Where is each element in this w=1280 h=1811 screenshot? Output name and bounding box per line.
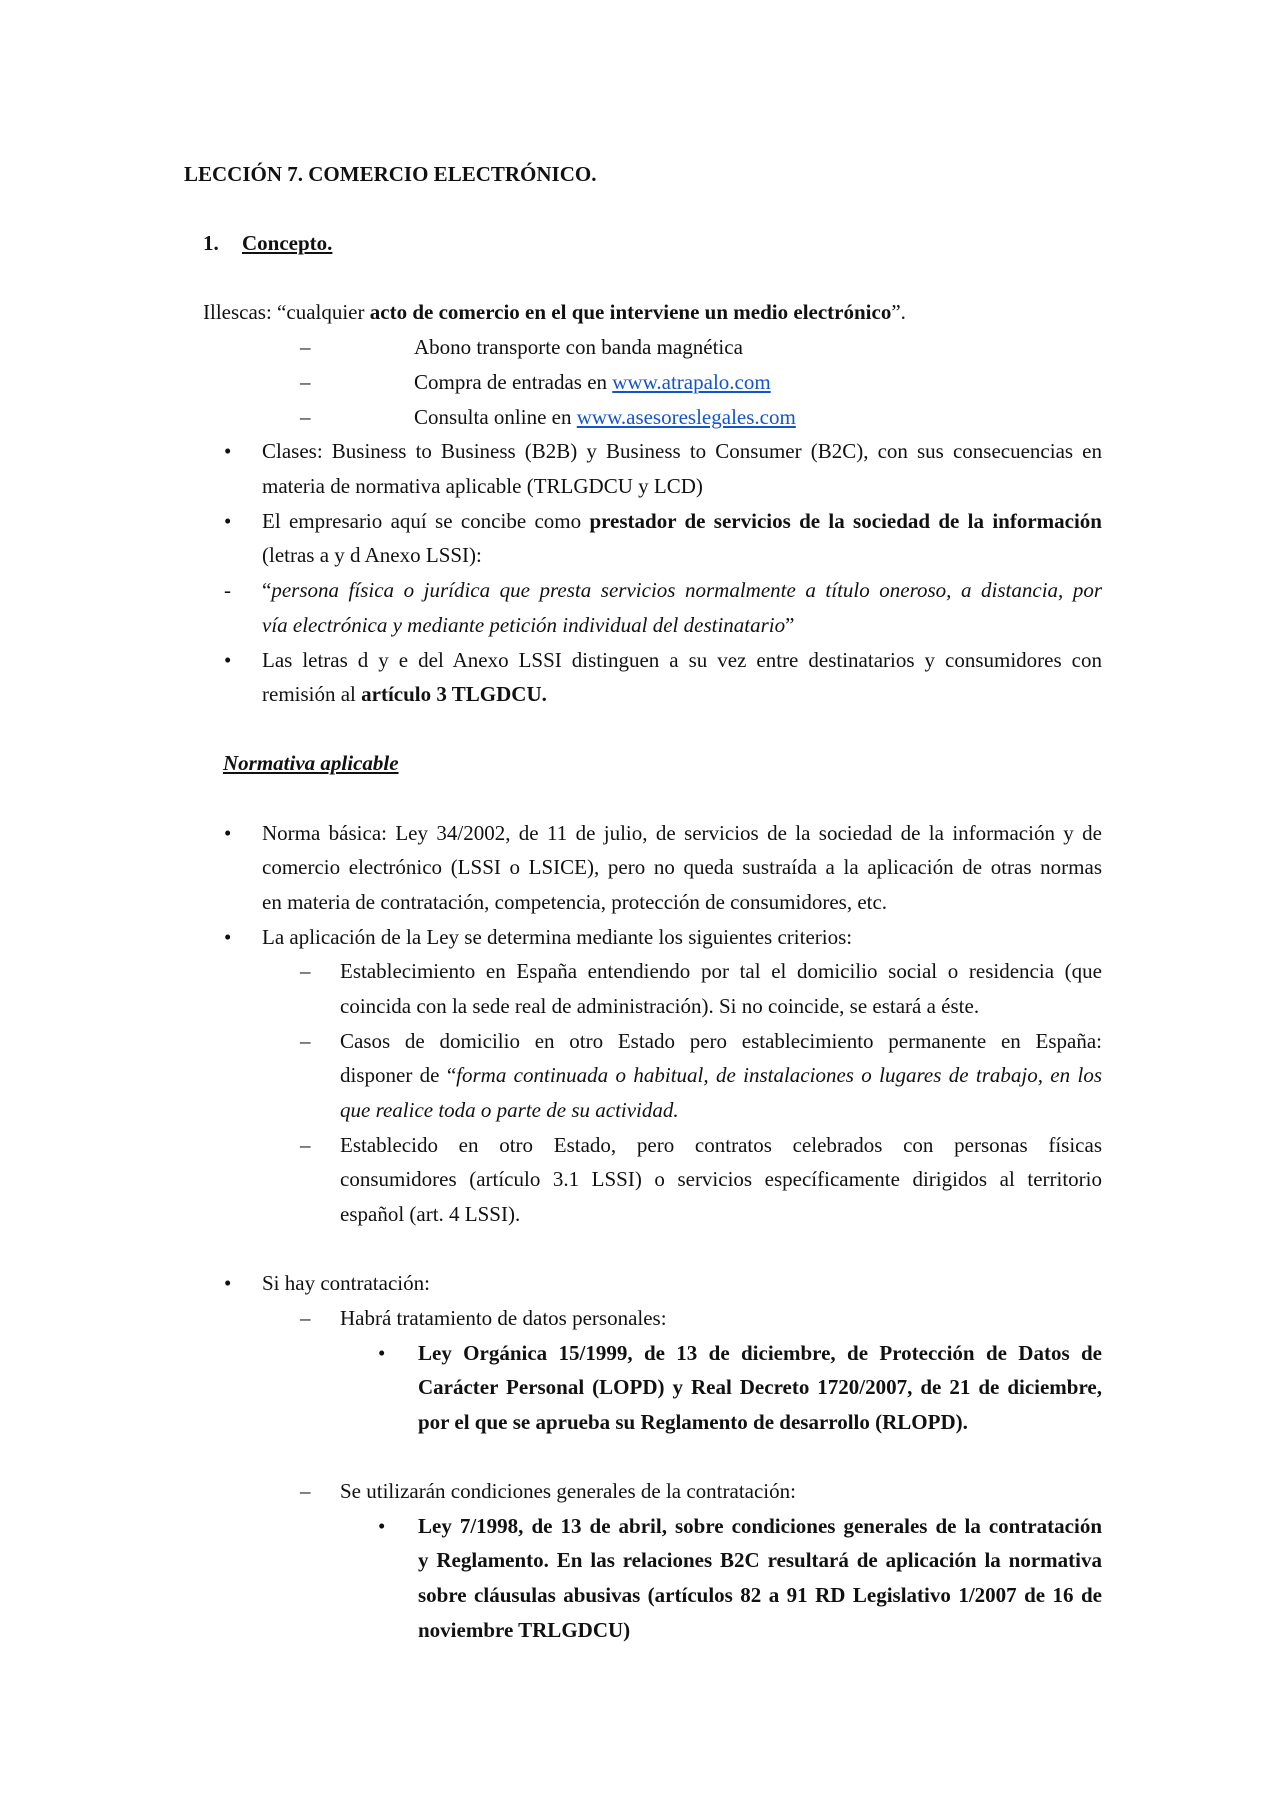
illescas-bold: acto de comercio en el que interviene un medio electrónico bbox=[369, 300, 892, 324]
bullet-marker: • bbox=[224, 439, 232, 463]
empresario-line-1 bbox=[262, 504, 1102, 538]
section-number: 1. bbox=[203, 231, 219, 255]
empresario-bold: prestador de servicios de la sociedad de la información bbox=[589, 509, 1102, 533]
section-title: Concepto. bbox=[242, 231, 333, 255]
atrapalo-link[interactable]: www.atrapalo.com bbox=[612, 370, 771, 394]
example-3-prefix: Consulta online en bbox=[414, 405, 577, 429]
dash-marker: – bbox=[300, 1029, 311, 1053]
si-hay-contratacion: Si hay contratación: bbox=[262, 1271, 430, 1295]
casos-line-1: Casos de domicilio en otro Estado pero establecimiento permanente en España: bbox=[340, 1029, 1102, 1053]
establecimiento-line-1: Establecimiento en España entendiendo por tal el domicilio social o residencia (que bbox=[340, 959, 1102, 983]
ley7-line-2: y Reglamento. En las relaciones B2C resultará de aplicación la normativa bbox=[418, 1548, 1102, 1572]
clases-line-2: materia de normativa aplicable (TRLGDCU y LCD) bbox=[262, 474, 703, 498]
otro-estado-line-3: español (art. 4 LSSI). bbox=[340, 1202, 521, 1226]
illescas-suffix: ”. bbox=[891, 300, 906, 324]
establecimiento-line-2: coincida con la sede real de administración). Si no coincide, se estará a éste. bbox=[340, 994, 980, 1018]
otro-estado-line-2: consumidores (artículo 3.1 LSSI) o servicios específicamente dirigidos al territorio bbox=[340, 1167, 1102, 1191]
illescas-prefix: Illescas: “cualquier bbox=[203, 300, 370, 324]
casos-line-2 bbox=[340, 1058, 1102, 1092]
condiciones-generales: Se utilizarán condiciones generales de la contratación: bbox=[340, 1479, 796, 1503]
normativa-heading: Normativa aplicable bbox=[223, 751, 399, 775]
dash-marker: – bbox=[300, 370, 311, 394]
bullet-marker: • bbox=[224, 821, 232, 845]
casos-italic-1: forma continuada o habitual, de instalaciones o lugares de trabajo, en los bbox=[456, 1063, 1102, 1087]
letras-line-2 bbox=[262, 677, 547, 711]
lopd-line-1: Ley Orgánica 15/1999, de 13 de diciembre, de Protección de Datos de bbox=[418, 1341, 1102, 1365]
otro-estado-line-1: Establecido en otro Estado, pero contratos celebrados con personas físicas bbox=[340, 1133, 1102, 1157]
example-3 bbox=[414, 400, 796, 434]
empresario-prefix: El empresario aquí se concibe como bbox=[262, 509, 590, 533]
letras-line-1: Las letras d y e del Anexo LSSI distinguen a su vez entre destinatarios y consumidores con bbox=[262, 648, 1102, 672]
bullet-marker: • bbox=[224, 925, 232, 949]
definition-line-2 bbox=[262, 608, 794, 642]
definition-text-1: persona física o jurídica que presta servicios normalmente a título oneroso, a distancia, por bbox=[271, 578, 1102, 602]
example-1: Abono transporte con banda magnética bbox=[414, 335, 743, 359]
definition-text-2: vía electrónica y mediante petición individual del destinatario bbox=[262, 613, 786, 637]
example-2-prefix: Compra de entradas en bbox=[414, 370, 613, 394]
bullet-marker: • bbox=[224, 1271, 232, 1295]
datos-personales: Habrá tratamiento de datos personales: bbox=[340, 1306, 667, 1330]
dash-marker: – bbox=[300, 335, 311, 359]
definition-open-quote: “ bbox=[262, 578, 272, 602]
hyphen-marker: - bbox=[224, 578, 231, 602]
lopd-line-2: Carácter Personal (LOPD) y Real Decreto 1720/2007, de 21 de diciembre, bbox=[418, 1375, 1102, 1399]
letras-bold: artículo 3 TLGDCU. bbox=[361, 682, 547, 706]
empresario-line-2: (letras a y d Anexo LSSI): bbox=[262, 543, 482, 567]
page-title: LECCIÓN 7. COMERCIO ELECTRÓNICO. bbox=[184, 162, 597, 186]
clases-line-1: Clases: Business to Business (B2B) y Business to Consumer (B2C), con sus consecuencias en bbox=[262, 439, 1102, 463]
bullet-marker: • bbox=[224, 509, 232, 533]
aplicacion-line: La aplicación de la Ley se determina mediante los siguientes criterios: bbox=[262, 925, 853, 949]
dash-marker: – bbox=[300, 1306, 311, 1330]
dash-marker: – bbox=[300, 959, 311, 983]
ley7-line-4: noviembre TRLGDCU) bbox=[418, 1618, 631, 1642]
casos-line-3: que realice toda o parte de su actividad. bbox=[340, 1098, 679, 1122]
norma-line-3: en materia de contratación, competencia, protección de consumidores, etc. bbox=[262, 890, 888, 914]
casos-prefix: disponer de “ bbox=[340, 1063, 457, 1087]
norma-line-1: Norma básica: Ley 34/2002, de 11 de julio, de servicios de la sociedad de la información y de bbox=[262, 821, 1102, 845]
dash-marker: – bbox=[300, 1133, 311, 1157]
ley7-line-1: Ley 7/1998, de 13 de abril, sobre condiciones generales de la contratación bbox=[418, 1514, 1102, 1538]
norma-line-2: comercio electrónico (LSSI o LSICE), pero no queda sustraída a la aplicación de otras normas bbox=[262, 855, 1102, 879]
lopd-line-3: por el que se aprueba su Reglamento de desarrollo (RLOPD). bbox=[418, 1410, 968, 1434]
dash-marker: – bbox=[300, 1479, 311, 1503]
letras-prefix: remisión al bbox=[262, 682, 362, 706]
ley7-line-3: sobre cláusulas abusivas (artículos 82 a 91 RD Legislativo 1/2007 de 16 de bbox=[418, 1583, 1102, 1607]
example-2 bbox=[414, 365, 771, 399]
bullet-marker: • bbox=[224, 648, 232, 672]
asesoreslegales-link[interactable]: www.asesoreslegales.com bbox=[576, 405, 796, 429]
bullet-marker: • bbox=[378, 1341, 386, 1365]
illescas-definition bbox=[203, 295, 906, 329]
bullet-marker: • bbox=[378, 1514, 386, 1538]
definition-line-1 bbox=[262, 573, 1102, 607]
definition-close-quote: ” bbox=[785, 613, 795, 637]
dash-marker: – bbox=[300, 405, 311, 429]
